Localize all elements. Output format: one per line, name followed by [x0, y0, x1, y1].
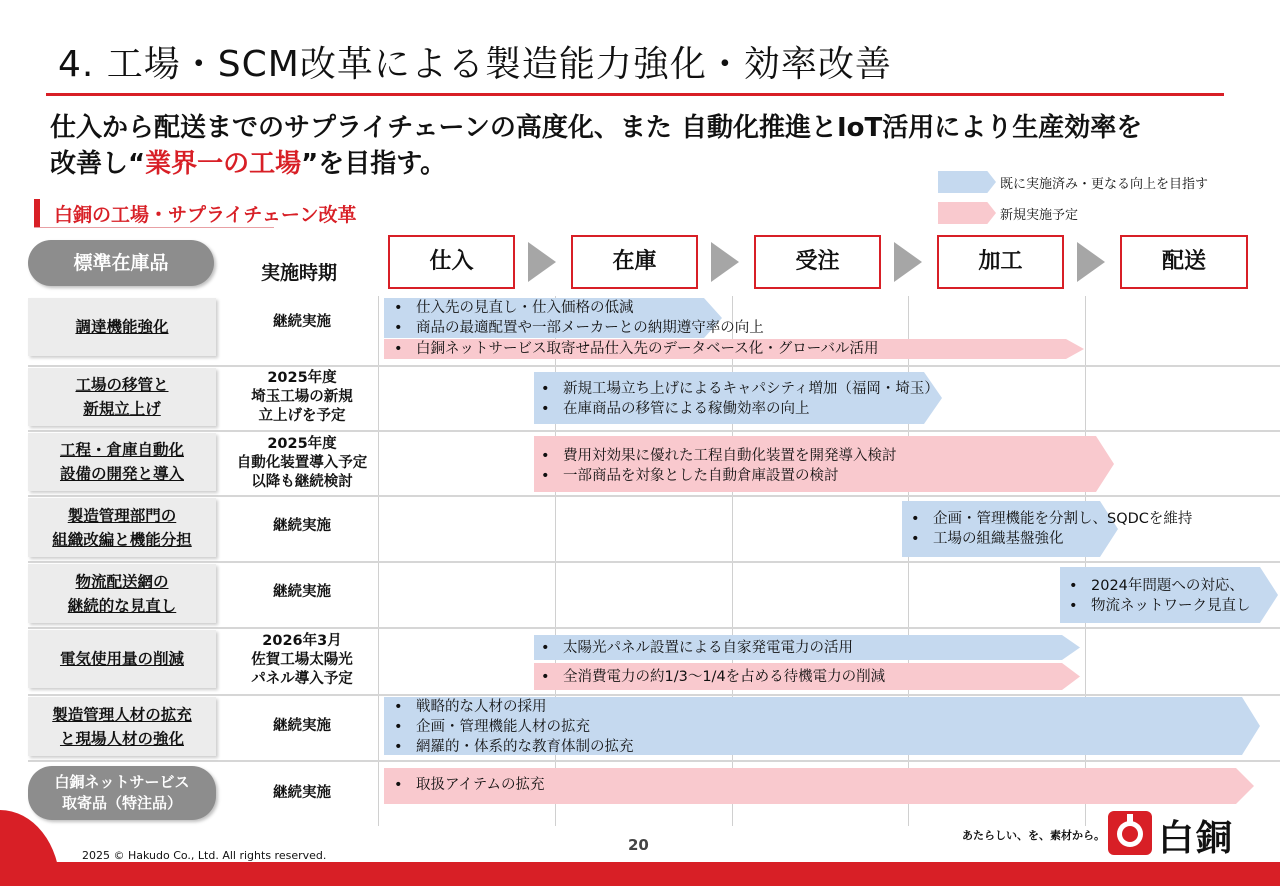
row-label-line: 調達機能強化 — [75, 318, 169, 336]
row-period — [222, 498, 382, 554]
row-period — [222, 564, 382, 620]
bullet-item: • 仕入先の見直し・仕入価格の低減 — [394, 298, 634, 318]
row-label-automation — [28, 433, 216, 491]
grid-hline — [28, 430, 1280, 432]
grid-hline — [28, 627, 1280, 629]
row-label-line: 電気使用量の削減 — [59, 650, 184, 668]
legend-blue-swatch — [938, 171, 996, 193]
bullet-item: • 企画・管理機能人材の拡充 — [394, 717, 590, 737]
row-label-line: 製造管理部門の — [67, 506, 177, 525]
pill-line: 白銅ネットサービス — [54, 773, 190, 791]
period-line: 自動化装置導入予定 — [236, 454, 368, 471]
row-label-electricity — [28, 630, 216, 688]
period-line: 2026年3月 — [262, 632, 342, 649]
bullet-item: • 費用対効果に優れた工程自動化装置を開発導入検討 — [541, 446, 897, 466]
footer-band — [0, 862, 1280, 886]
row-label-procurement — [28, 298, 216, 356]
period-line: 継続実施 — [273, 583, 331, 600]
row-period — [222, 629, 382, 691]
lead-line-1: 仕入から配送までのサプライチェーンの高度化、また 自動化推進とIoT活用により生産効率を — [50, 113, 1143, 143]
standard-stock-pill: 標準在庫品 — [28, 240, 214, 286]
title-rule — [46, 93, 1224, 96]
row-label-line: 工程・倉庫自動化 — [59, 441, 184, 459]
row-period — [222, 697, 382, 755]
row-label-line: 継続的な見直し — [67, 596, 177, 615]
stage-inventory: 在庫 — [571, 235, 698, 289]
bullet-continuation: 物流ネットワーク見直し — [1091, 598, 1251, 614]
period-line: 立上げを予定 — [258, 407, 346, 424]
row-label-factory-transfer — [28, 368, 216, 426]
company-name: 白銅 — [1158, 818, 1235, 859]
bullet-item: • 太陽光パネル設置による自家発電電力の活用 — [541, 638, 853, 658]
row-label-line: 物流配送網の — [75, 572, 169, 591]
stage-processing: 加工 — [937, 235, 1064, 289]
row-period — [222, 366, 382, 428]
chevron-right-icon — [894, 242, 922, 282]
chevron-right-icon — [528, 242, 556, 282]
section-rule — [34, 227, 274, 228]
period-header: 実施時期 — [260, 262, 337, 284]
row-label-line: 製造管理人材の拡充 — [52, 705, 192, 724]
period-line: 以降も継続検討 — [251, 473, 353, 490]
pill-line: 取寄品（特注品） — [61, 794, 182, 812]
row-period — [222, 764, 382, 822]
copyright: 2025 © Hakudo Co., Ltd. All rights reserved. — [82, 849, 327, 862]
period-line: 佐賀工場太陽光 — [251, 651, 353, 668]
page-number: 20 — [628, 836, 649, 854]
stage-order: 受注 — [754, 235, 881, 289]
bullet-item: • 商品の最適配置や一部メーカーとの納期遵守率の向上 — [394, 318, 764, 338]
bullet-item: • 全消費電力の約1/3～1/4を占める待機電力の削減 — [541, 667, 885, 687]
stage-purchase: 仕入 — [388, 235, 515, 289]
hakudo-logo-icon — [1108, 811, 1152, 855]
row-label-line: 設備の開発と導入 — [59, 465, 184, 483]
legend-pink-label: 新規実施予定 — [1000, 208, 1079, 223]
section-title: 白銅の工場・サプライチェーン改革 — [54, 204, 357, 226]
chevron-right-icon — [1077, 242, 1105, 282]
lead-highlight: 業界一の工場 — [145, 149, 302, 179]
chevron-right-icon — [711, 242, 739, 282]
grid-hline — [28, 495, 1280, 497]
period-line: 継続実施 — [273, 784, 331, 801]
grid-hline — [28, 561, 1280, 563]
page-title: 4. 工場・SCM改革による製造能力強化・効率改善 — [58, 44, 892, 85]
bullet-item: • 網羅的・体系的な教育体制の拡充 — [394, 737, 634, 757]
tagline: あたらしい、を、素材から。 — [962, 829, 1105, 842]
lead-line-2-post: ”を目指す。 — [301, 149, 447, 179]
grid-hline — [28, 365, 1280, 367]
section-marker — [34, 199, 40, 227]
bullet-item: • 在庫商品の移管による稼働効率の向上 — [541, 399, 810, 419]
bullet-item: • 一部商品を対象とした自動倉庫設置の検討 — [541, 466, 839, 486]
stage-delivery: 配送 — [1120, 235, 1248, 289]
bullet-item: • 白銅ネットサービス取寄せ品仕入先のデータベース化・グローバル活用 — [394, 339, 879, 359]
bullet-item: • 戦略的な人材の採用 — [394, 697, 547, 717]
legend-blue-label: 既に実施済み・更なる向上を目指す — [1000, 177, 1209, 192]
lead-line-2-pre: 改善し“ — [50, 149, 146, 179]
row-label-line: 組織改編と機能分担 — [52, 530, 192, 549]
legend-pink-swatch — [938, 202, 996, 224]
row-label-line: 新規立上げ — [83, 400, 161, 418]
bullet-item: • 工場の組織基盤強化 — [911, 529, 1064, 549]
bullet-item: • 新規工場立ち上げによるキャパシティ増加（福岡・埼玉） — [541, 379, 939, 399]
grid-hline — [28, 694, 1280, 696]
period-line: 継続実施 — [273, 717, 331, 734]
period-line: 2025年度 — [267, 435, 337, 452]
bullet-item: • 取扱アイテムの拡充 — [394, 775, 544, 795]
row-label-talent — [28, 697, 216, 756]
period-line: 埼玉工場の新規 — [251, 388, 353, 405]
period-line: パネル導入予定 — [251, 670, 353, 687]
bullet-item: • 2024年問題への対応、 — [1069, 576, 1244, 596]
net-service-pill — [28, 766, 216, 820]
row-label-org-reform — [28, 498, 216, 557]
period-line: 継続実施 — [273, 313, 331, 330]
legend-existing — [938, 171, 1238, 193]
legend-new — [938, 202, 1238, 224]
period-line: 2025年度 — [267, 369, 337, 386]
row-label-line: 工場の移管と — [75, 376, 169, 394]
row-label-line: と現場人材の強化 — [59, 729, 184, 748]
period-line: 継続実施 — [273, 517, 331, 534]
row-period — [222, 298, 382, 346]
grid-hline — [28, 760, 1280, 762]
bullet-item: • 企画・管理機能を分割し、SQDCを維持 — [911, 509, 1192, 529]
row-period — [222, 432, 382, 494]
bullet-item-continued — [1069, 596, 1091, 616]
row-label-logistics — [28, 564, 216, 623]
